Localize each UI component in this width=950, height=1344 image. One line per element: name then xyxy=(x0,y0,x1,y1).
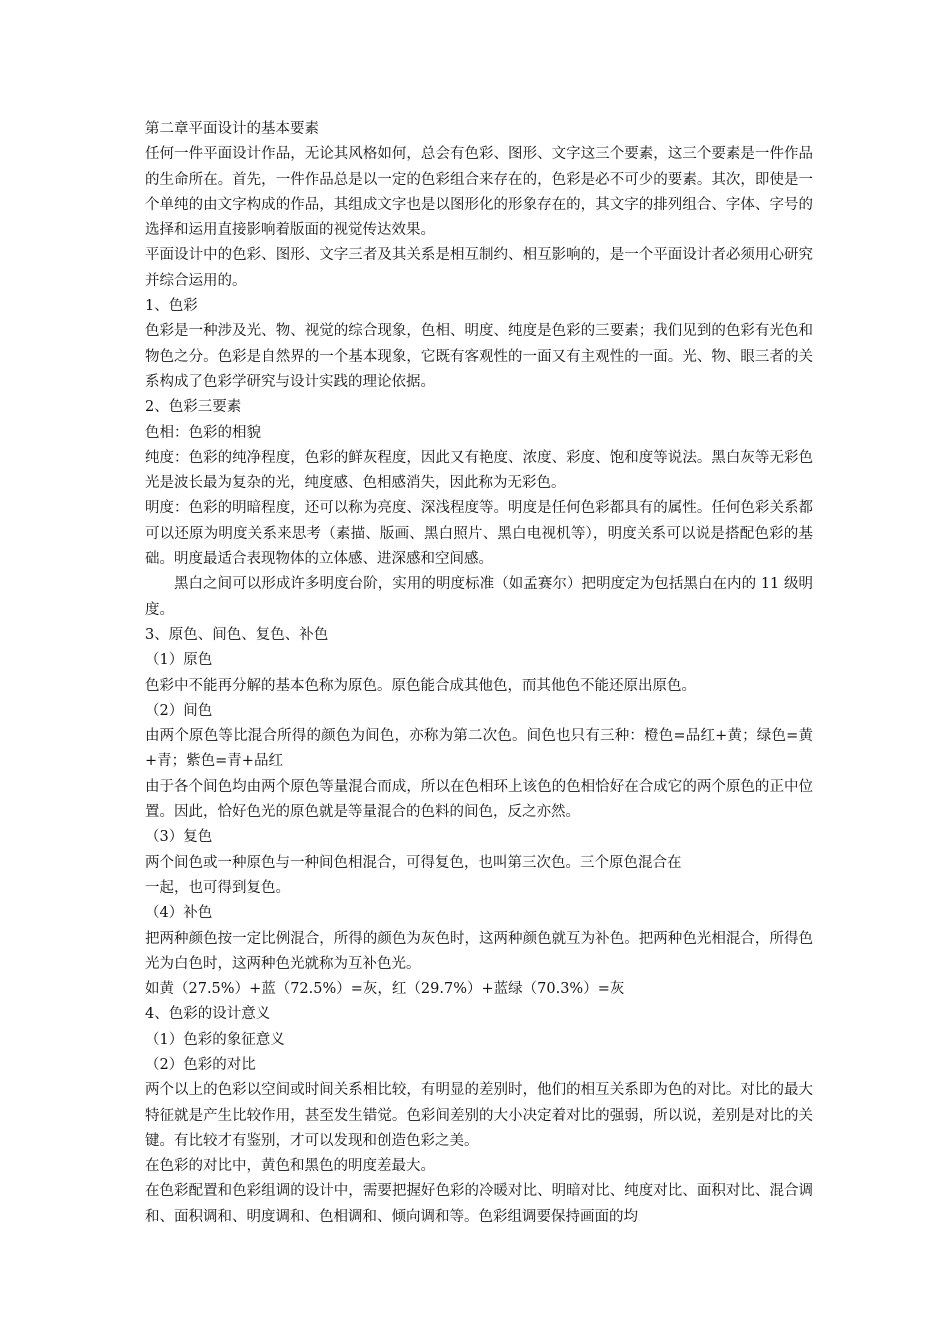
subheading-contrast: （2）色彩的对比 xyxy=(145,1056,256,1073)
subheading-complementary: （4）补色 xyxy=(145,905,213,922)
paragraph-complementary: 把两种颜色按一定比例混合，所得的颜色为灰色时，这两种颜色就互为补色。把两种色光相混合，所得色光为白色时，这两种色光就称为互补色光。 xyxy=(145,930,813,972)
paragraph-primary: 色彩中不能再分解的基本色称为原色。原色能合成其他色，而其他色不能还原出原色。 xyxy=(145,677,696,694)
paragraph-contrast: 两个以上的色彩以空间或时间关系相比较，有明显的差别时，他们的相互关系即为色的对比。对比的最大特征就是产生比较作用，甚至发生错觉。色彩间差别的大小决定着对比的强弱，所以说，差别是对比的关键。有比较才有鉴别，才可以发现和创造色彩之美。 xyxy=(145,1082,813,1149)
heading-design-meaning: 4、色彩的设计意义 xyxy=(145,1006,271,1023)
paragraph-brightness-levels: 黑白之间可以形成许多明度台阶，实用的明度标准（如孟赛尔）把明度定为包括黑白在内的 11 级明度。 xyxy=(145,576,813,618)
heading-primary-secondary: 3、原色、间色、复色、补色 xyxy=(145,626,329,643)
subheading-tertiary: （3）复色 xyxy=(145,829,213,846)
document-title: 第二章平面设计的基本要素 xyxy=(145,121,319,137)
subheading-secondary: （2）间色 xyxy=(145,702,213,719)
subheading-symbolic: （1）色彩的象征意义 xyxy=(145,1031,285,1048)
paragraph-secondary: 由两个原色等比混合所得的颜色为间色，亦称为第二次色。间色也只有三种：橙色=品红+黄；绿色=黄+青；紫色=青+品红 xyxy=(145,728,813,770)
heading-color: 1、色彩 xyxy=(145,298,198,315)
paragraph-brightness: 明度：色彩的明暗程度，还可以称为亮度、深浅程度等。明度是任何色彩都具有的属性。任何色彩关系都可以还原为明度关系来思考（素描、版画、黑白照片、黑白电视机等），明度关系可以说是搭配色彩的基础。明度最适合表现物体的立体感、进深感和空间感。 xyxy=(145,500,813,568)
paragraph-color-configuration: 在色彩配置和色彩组调的设计中，需要把握好色彩的冷暖对比、明暗对比、纯度对比、面积对比、混合调和、面积调和、明度调和、色相调和、倾向调和等。色彩组调要保持画面的均 xyxy=(145,1183,813,1225)
paragraph-saturation: 纯度：色彩的纯净程度，色彩的鲜灰程度，因此又有艳度、浓度、彩度、饱和度等说法。黑白灰等无彩色光是波长最为复杂的光，纯度感、色相感消失，因此称为无彩色。 xyxy=(145,449,813,492)
document-page xyxy=(145,117,813,1230)
paragraph-relation: 平面设计中的色彩、图形、文字三者及其关系是相互制约、相互影响的，是一个平面设计者必须用心研究并综合运用的。 xyxy=(145,247,813,289)
paragraph-intro: 任何一件平面设计作品，无论其风格如何，总会有色彩、图形、文字这三个要素，这三个要素是一件作品的生命所在。首先，一件作品总是以一定的色彩组合来存在的，色彩是必不可少的要素。其次，即使是一个单纯的由文字构成的作品，其组成文字也是以图形化的形象存在的，其文字的排列组合、字体、字号的选择和运用直接影响着版面的视觉传达效果。 xyxy=(145,146,813,239)
paragraph-color-definition: 色彩是一种涉及光、物、视觉的综合现象，色相、明度、纯度是色彩的三要素；我们见到的色彩有光色和物色之分。色彩是自然界的一个基本现象，它既有客观性的一面又有主观性的一面。光、物、眼三者的关系构成了色彩学研究与设计实践的理论依据。 xyxy=(145,323,813,390)
subheading-primary: （1）原色 xyxy=(145,652,213,669)
paragraph-hue: 色相：色彩的相貌 xyxy=(145,424,261,441)
paragraph-yellow-black: 在色彩的对比中，黄色和黑色的明度差最大。 xyxy=(145,1158,435,1175)
paragraph-tertiary-line2: 一起，也可得到复色。 xyxy=(145,879,290,896)
heading-three-elements: 2、色彩三要素 xyxy=(145,399,242,416)
paragraph-complementary-example: 如黄（27.5%）+蓝（72.5%）=灰，红（29.7%）+蓝绿（70.3%）=灰 xyxy=(145,981,625,998)
paragraph-secondary-position: 由于各个间色均由两个原色等量混合而成，所以在色相环上该色的色相恰好在合成它的两个原色的正中位置。因此，恰好色光的原色就是等量混合的色料的间色，反之亦然。 xyxy=(145,778,813,821)
paragraph-tertiary-line1: 两个间色或一种原色与一种间色相混合，可得复色，也叫第三次色。三个原色混合在 xyxy=(145,854,682,871)
